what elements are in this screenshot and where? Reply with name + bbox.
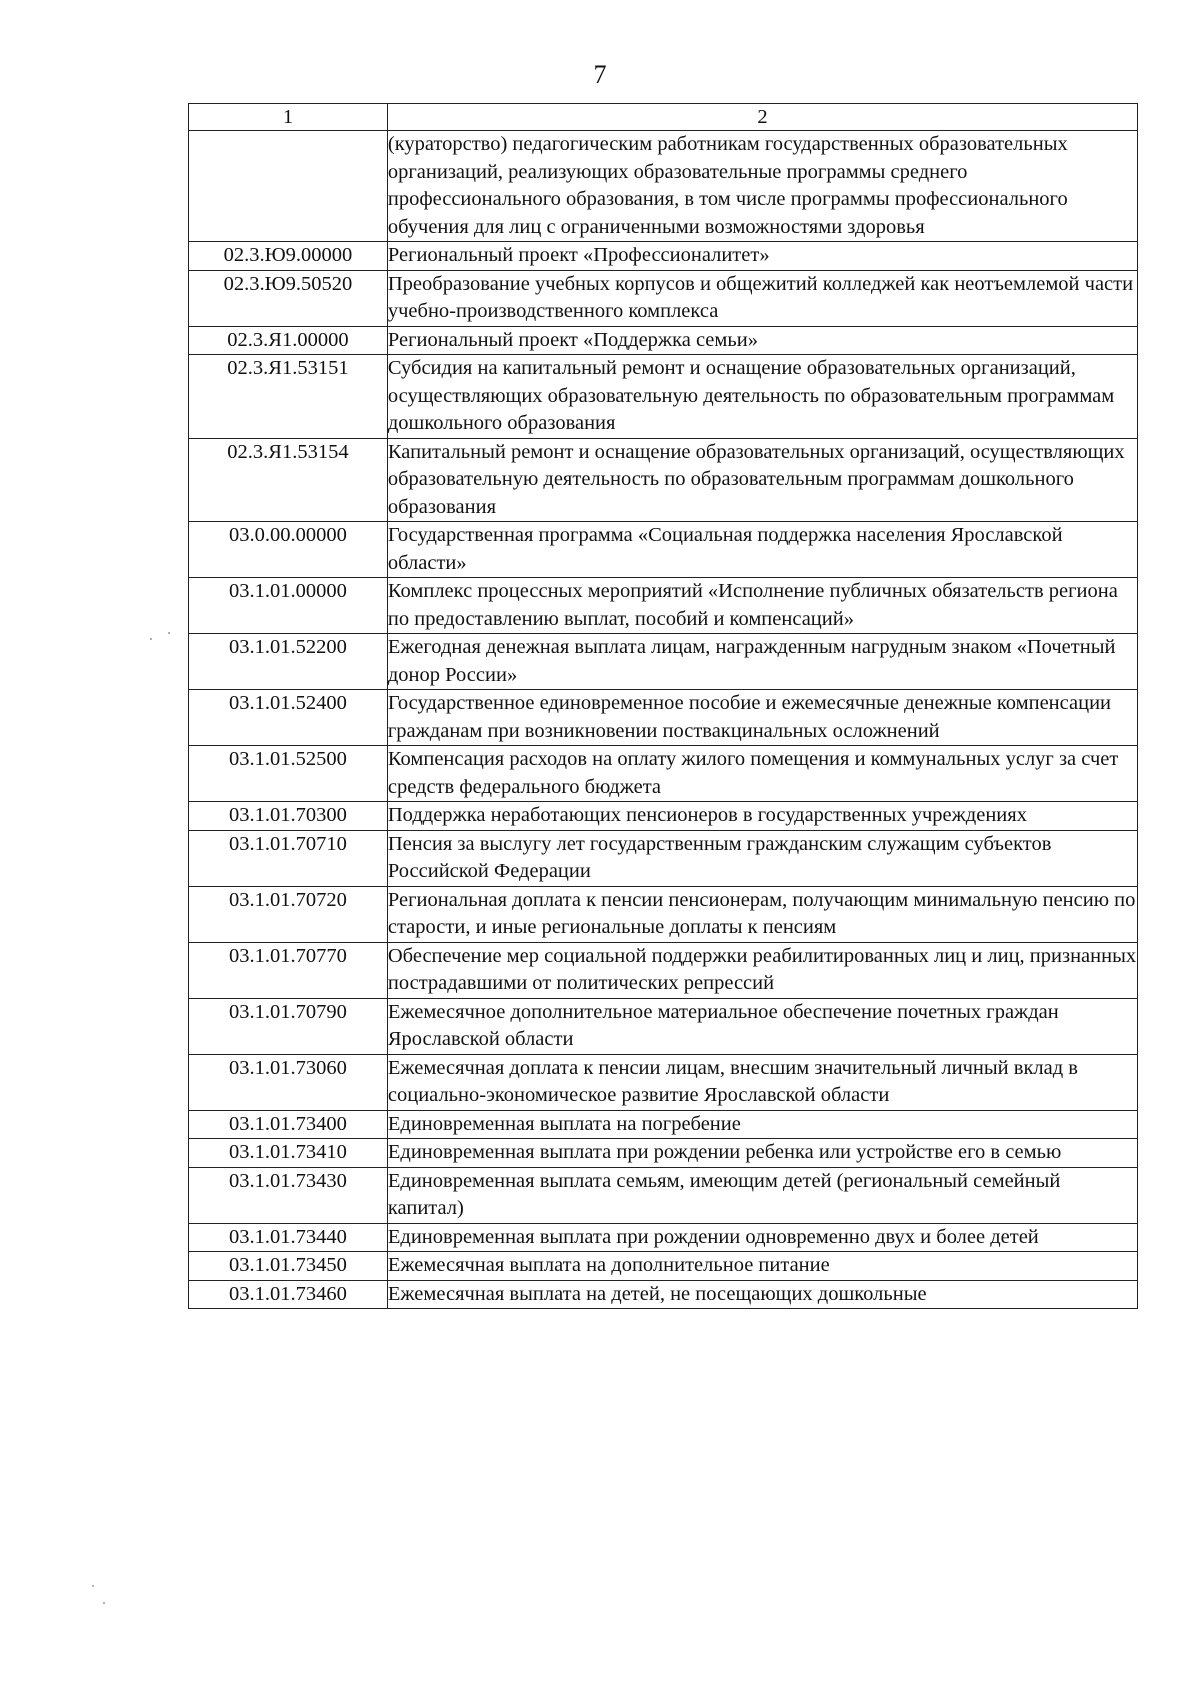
budget-code-cell: 02.3.Я1.53151 [189,355,388,439]
budget-code-cell: 02.3.Я1.53154 [189,438,388,522]
table-row [189,1054,1138,1110]
table-row [189,522,1138,578]
table-row [189,1139,1138,1168]
table-header-row [189,104,1138,131]
budget-code-cell: 03.1.01.73440 [189,1223,388,1252]
budget-code-cell: 03.1.01.73460 [189,1280,388,1309]
budget-code-cell: 03.1.01.73400 [189,1110,388,1139]
page-number: 7 [593,60,607,89]
budget-code-cell: 03.1.01.70300 [189,802,388,831]
description-cell: Региональный проект «Поддержка семьи» [387,326,1137,355]
budget-code-cell: 03.1.01.52200 [189,634,388,690]
table-row [189,326,1138,355]
budget-code-cell: 03.1.01.73450 [189,1252,388,1281]
scan-speck [150,638,152,640]
scan-speck [103,1602,105,1604]
budget-code-cell: 03.1.01.73410 [189,1139,388,1168]
budget-code-table [188,103,1138,1309]
scan-speck [168,632,170,634]
table-row [189,1252,1138,1281]
table-row [189,1110,1138,1139]
description-cell: Ежемесячная выплата на дополнительное питание [387,1252,1137,1281]
budget-code-cell: 03.1.01.52500 [189,746,388,802]
description-cell: Единовременная выплата при рождении ребенка или устройстве его в семью [387,1139,1137,1168]
description-cell: Ежегодная денежная выплата лицам, награжденным нагрудным знаком «Почетный донор России» [387,634,1137,690]
budget-code-cell: 03.1.01.73060 [189,1054,388,1110]
scan-speck [92,1585,94,1587]
table-body [189,131,1138,1309]
budget-code-cell: 03.1.01.70720 [189,886,388,942]
table-row [189,131,1138,242]
budget-code-cell: 03.1.01.52400 [189,690,388,746]
table-row [189,242,1138,271]
column-header-code: 1 [189,104,388,131]
column-header-description: 2 [387,104,1137,131]
table-row [189,1167,1138,1223]
description-cell: Единовременная выплата семьям, имеющим детей (региональный семейный капитал) [387,1167,1137,1223]
table-row [189,578,1138,634]
budget-code-cell [189,131,388,242]
description-cell: Поддержка неработающих пенсионеров в государственных учреждениях [387,802,1137,831]
table-row [189,802,1138,831]
table-row [189,1223,1138,1252]
budget-code-cell: 02.3.Я1.00000 [189,326,388,355]
description-cell: Комплекс процессных мероприятий «Исполнение публичных обязательств региона по предоставлению выплат, пособий и компенсаций» [387,578,1137,634]
table-row [189,634,1138,690]
description-cell: Государственная программа «Социальная поддержка населения Ярославской области» [387,522,1137,578]
budget-code-cell: 02.3.Ю9.00000 [189,242,388,271]
table-row [189,1280,1138,1309]
description-cell: Преобразование учебных корпусов и общежитий колледжей как неотъемлемой части учебно-производственного комплекса [387,270,1137,326]
description-cell: Единовременная выплата на погребение [387,1110,1137,1139]
description-cell: Единовременная выплата при рождении одновременно двух и более детей [387,1223,1137,1252]
description-cell: Обеспечение мер социальной поддержки реабилитированных лиц и лиц, признанных пострадавшими от политических репрессий [387,942,1137,998]
budget-code-cell: 02.3.Ю9.50520 [189,270,388,326]
description-cell: Капитальный ремонт и оснащение образовательных организаций, осуществляющих образовательную деятельность по образовательным программам дошкольного образования [387,438,1137,522]
description-cell: Субсидия на капитальный ремонт и оснащение образовательных организаций, осуществляющих образовательную деятельность по образовательным программам дошкольного образования [387,355,1137,439]
budget-code-cell: 03.0.00.00000 [189,522,388,578]
budget-code-cell: 03.1.01.70710 [189,830,388,886]
table-row [189,830,1138,886]
description-cell: Компенсация расходов на оплату жилого помещения и коммунальных услуг за счет средств федерального бюджета [387,746,1137,802]
table-row [189,886,1138,942]
description-cell: (кураторство) педагогическим работникам государственных образовательных организаций, реализующих образовательные программы среднего профессионального образования, в том числе программы профессионального обучения для лиц с ограниченными возможностями здоровья [387,131,1137,242]
description-cell: Региональная доплата к пенсии пенсионерам, получающим минимальную пенсию по старости, и иные региональные доплаты к пенсиям [387,886,1137,942]
table-row [189,942,1138,998]
description-cell: Государственное единовременное пособие и ежемесячные денежные компенсации гражданам при возникновении поствакцинальных осложнений [387,690,1137,746]
budget-code-cell: 03.1.01.70770 [189,942,388,998]
table-row [189,746,1138,802]
table-row [189,690,1138,746]
budget-code-cell: 03.1.01.70790 [189,998,388,1054]
description-cell: Ежемесячное дополнительное материальное обеспечение почетных граждан Ярославской области [387,998,1137,1054]
description-cell: Региональный проект «Профессионалитет» [387,242,1137,271]
budget-code-cell: 03.1.01.00000 [189,578,388,634]
description-cell: Пенсия за выслугу лет государственным гражданским служащим субъектов Российской Федерации [387,830,1137,886]
description-cell: Ежемесячная выплата на детей, не посещающих дошкольные [387,1280,1137,1309]
description-cell: Ежемесячная доплата к пенсии лицам, внесшим значительный личный вклад в социально-экономическое развитие Ярославской области [387,1054,1137,1110]
table-row [189,438,1138,522]
table-row [189,355,1138,439]
budget-code-cell: 03.1.01.73430 [189,1167,388,1223]
table-row [189,998,1138,1054]
table-row [189,270,1138,326]
